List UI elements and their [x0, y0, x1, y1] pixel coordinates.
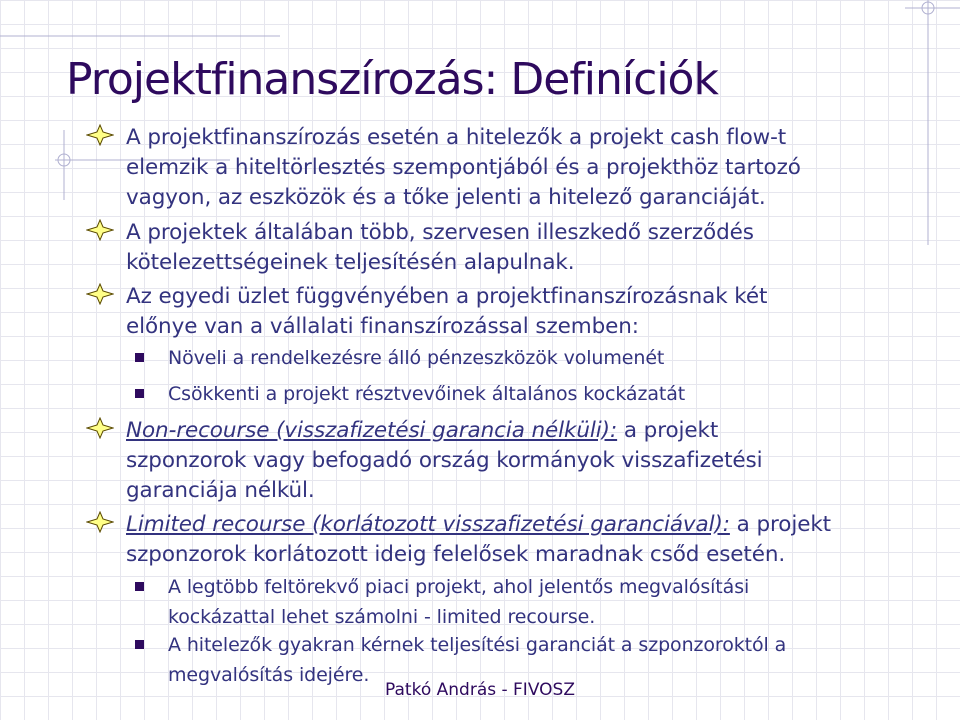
bullet-text: A projektek általában több, szervesen illeszkedő szerződés kötelezettségeinek teljesítésén alapulnak. [126, 220, 754, 275]
sub-bullet-text: A legtöbb feltörekvő piaci projekt, ahol jelentős megvalósítási kockázattal lehet számolni - limited recourse. [168, 576, 750, 628]
diamond-bullet-icon [86, 219, 114, 241]
definition-term: Limited recourse (korlátozott visszafizetési garanciával): [126, 512, 730, 537]
diamond-bullet-icon [86, 124, 114, 146]
bullet-text: Az egyedi üzlet függvényében a projektfinanszírozásnak két előnye van a vállalati finanszírozással szemben: [126, 284, 768, 339]
diamond-bullet-icon [86, 417, 114, 439]
diamond-bullet-icon [86, 283, 114, 305]
square-bullet-icon [135, 389, 144, 398]
diamond-bullet-icon [86, 511, 114, 533]
sub-bullet-text: Növeli a rendelkezésre álló pénzeszközök volumenét [168, 347, 665, 369]
slide-title: Projektfinanszírozás: Definíciók [66, 54, 718, 105]
sub-bullet-text: Csökkenti a projekt résztvevőinek általános kockázatát [168, 383, 686, 405]
bullet-text: A projektfinanszírozás esetén a hitelezők a projekt cash flow-t elemzik a hiteltörlesztés szempontjából és a projekthöz tartozó vagyon, az eszközök és a tőke jelenti a hitelező garanciáját. [126, 125, 801, 210]
square-bullet-icon [135, 640, 144, 649]
sub-bullet-text: A hitelezők gyakran kérnek teljesítési garanciát a szponzoroktól a megvalósítás idejére. [168, 634, 787, 686]
bullet-text: Non-recourse (visszafizetési garancia nélküli): a projekt szponzorok vagy befogadó ország kormányok visszafizetési garanciája nélkül. [126, 418, 763, 503]
square-bullet-icon [135, 353, 144, 362]
definition-term: Non-recourse (visszafizetési garancia nélküli): [126, 418, 618, 443]
slide-footer: Patkó András - FIVOSZ [385, 680, 575, 700]
square-bullet-icon [135, 582, 144, 591]
bullet-text: Limited recourse (korlátozott visszafizetési garanciával): a projekt szponzorok korlátozott ideig felelősek maradnak csőd esetén. [126, 512, 831, 567]
